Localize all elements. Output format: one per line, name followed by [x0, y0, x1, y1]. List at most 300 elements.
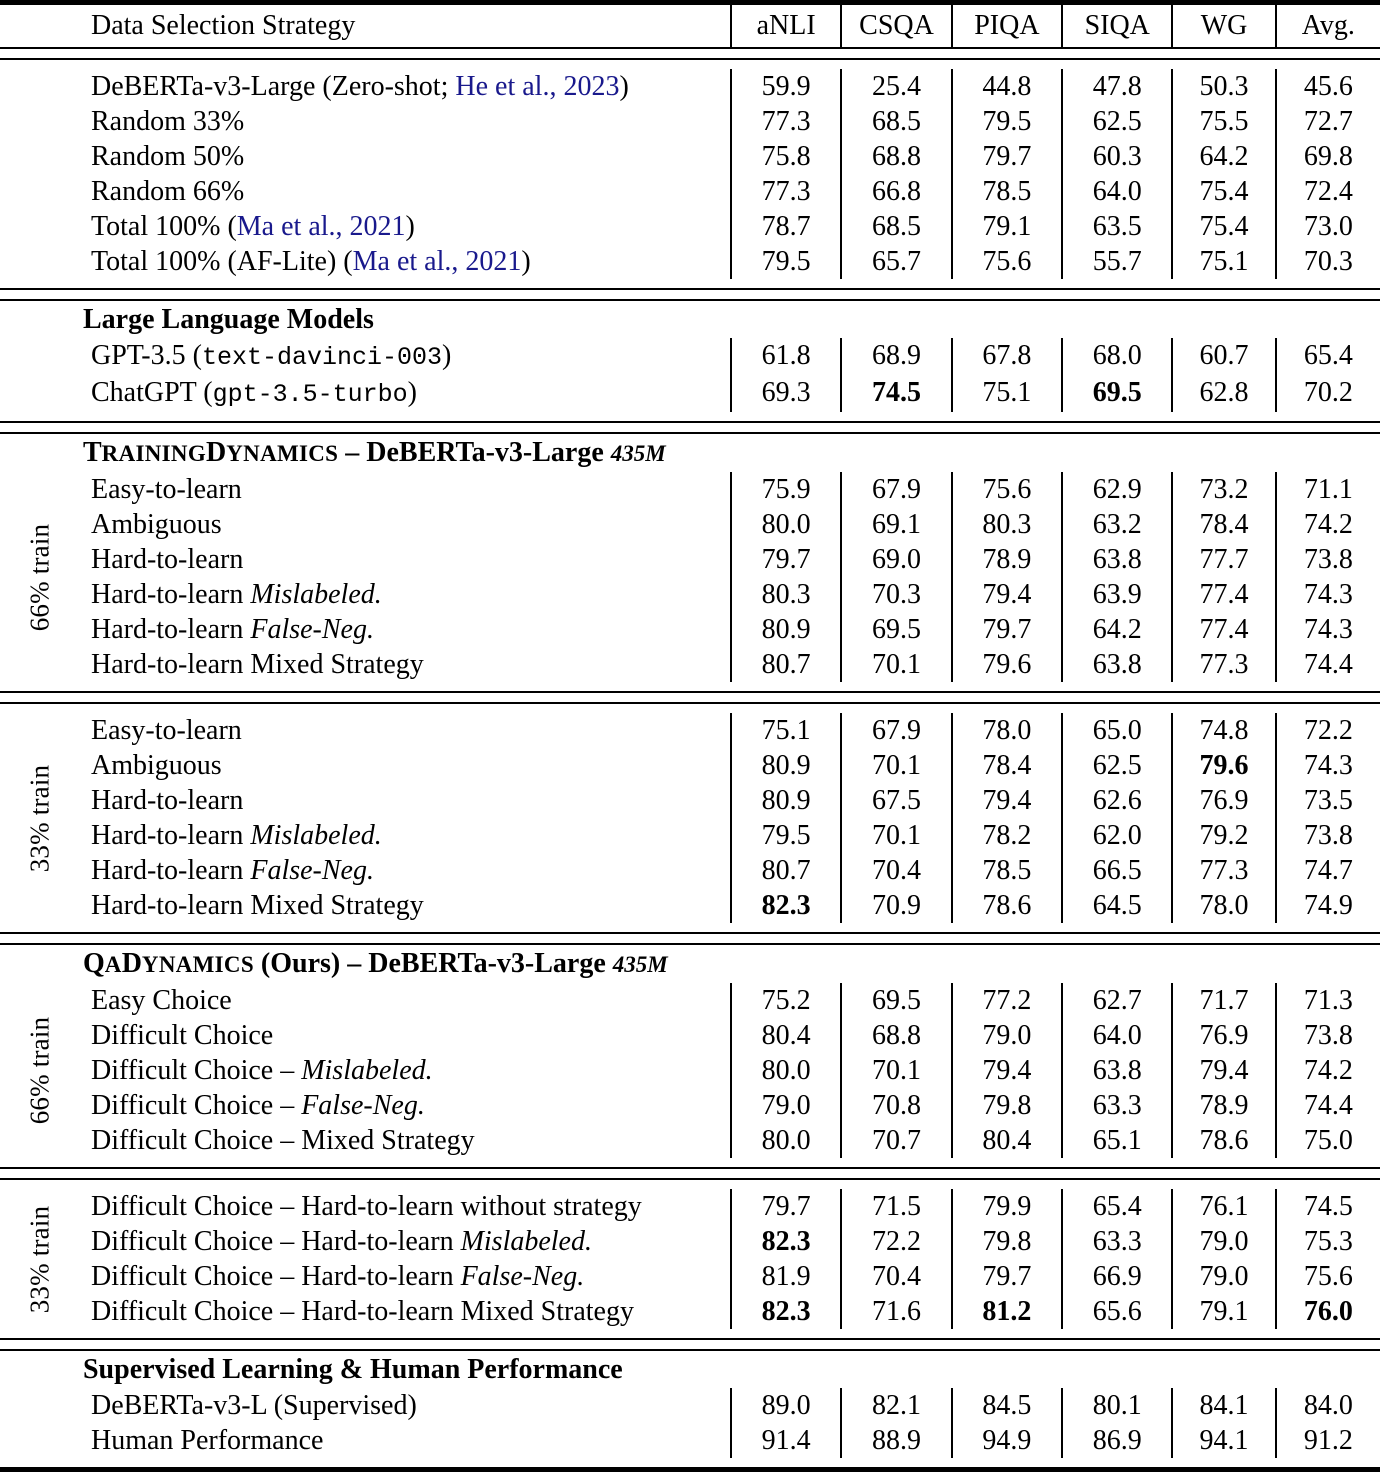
row-group-label-empty: [0, 69, 81, 279]
cell-csqa: 70.8: [841, 1088, 951, 1123]
section-header-row: [0, 944, 1380, 983]
cell-wg: 62.8: [1172, 375, 1275, 412]
cell-wg: 71.7: [1172, 983, 1275, 1018]
row-label-emphasis: False-Neg.: [250, 614, 374, 645]
cell-csqa: 68.9: [841, 338, 951, 375]
section-divider-double: [0, 692, 1380, 703]
cell-wg: 79.6: [1172, 748, 1275, 783]
cell-piqa: 79.8: [952, 1224, 1062, 1259]
cell-avg: 72.2: [1276, 713, 1380, 748]
cell-anli: 75.2: [731, 983, 841, 1018]
cell-siqa: 47.8: [1062, 69, 1172, 104]
table-row: [0, 612, 1380, 647]
cell-anli: 82.3: [731, 1294, 841, 1329]
row-label-emphasis: Mislabeled.: [460, 1226, 592, 1257]
cell-siqa: 55.7: [1062, 244, 1172, 279]
cell-wg: 75.1: [1172, 244, 1275, 279]
cell-wg: 79.4: [1172, 1053, 1275, 1088]
cell-wg: 79.2: [1172, 818, 1275, 853]
cell-piqa: 79.0: [952, 1018, 1062, 1053]
row-group-label-empty: [0, 1388, 81, 1458]
row-label: Hard-to-learn: [90, 785, 244, 816]
table-header: [0, 5, 1380, 48]
cell-anli: 78.7: [731, 209, 841, 244]
cell-siqa: 80.1: [1062, 1388, 1172, 1423]
cell-wg: 75.5: [1172, 104, 1275, 139]
cell-csqa: 82.1: [841, 1388, 951, 1423]
cell-wg: 79.0: [1172, 1224, 1275, 1259]
cell-avg: 74.3: [1276, 577, 1380, 612]
section-header-qadynamics-66: QADYNAMICS (Ours) – DeBERTa-v3-Large 435M: [82, 948, 668, 979]
row-label: Random 50%: [90, 141, 245, 172]
cell-anli: 80.9: [731, 783, 841, 818]
cell-avg: 84.0: [1276, 1388, 1380, 1423]
cell-avg: 71.3: [1276, 983, 1380, 1018]
cell-piqa: 44.8: [952, 69, 1062, 104]
cell-anli: 79.5: [731, 818, 841, 853]
cell-siqa: 63.8: [1062, 542, 1172, 577]
row-label: Difficult Choice – Mislabeled.: [90, 1055, 433, 1086]
cell-csqa: 69.1: [841, 507, 951, 542]
cell-avg: 91.2: [1276, 1423, 1380, 1458]
table-row: [0, 888, 1380, 923]
row-spacer: [0, 59, 1380, 69]
cell-anli: 79.0: [731, 1088, 841, 1123]
cell-avg: 71.1: [1276, 472, 1380, 507]
section-rot-spacer: [0, 433, 81, 472]
cell-csqa: 69.5: [841, 612, 951, 647]
row-group-label-text: 66% train: [24, 1016, 55, 1125]
cell-csqa: 69.5: [841, 983, 951, 1018]
section-header-row: [0, 300, 1380, 338]
cell-csqa: 70.1: [841, 748, 951, 783]
cell-avg: 75.3: [1276, 1224, 1380, 1259]
cell-wg: 77.4: [1172, 577, 1275, 612]
table-row: [0, 577, 1380, 612]
cell-avg: 65.4: [1276, 338, 1380, 375]
row-label: Difficult Choice: [90, 1020, 274, 1051]
table-row: [0, 1053, 1380, 1088]
cell-anli: 80.0: [731, 1123, 841, 1158]
row-spacer: [0, 1179, 1380, 1189]
cell-piqa: 78.0: [952, 713, 1062, 748]
row-label: Hard-to-learn Mixed Strategy: [90, 649, 424, 680]
cell-avg: 74.9: [1276, 888, 1380, 923]
cell-avg: 74.3: [1276, 748, 1380, 783]
row-label-emphasis: False-Neg.: [301, 1090, 425, 1121]
cell-csqa: 25.4: [841, 69, 951, 104]
citation-link[interactable]: Ma et al., 2021: [352, 246, 522, 277]
cell-wg: 84.1: [1172, 1388, 1275, 1423]
cell-siqa: 63.8: [1062, 1053, 1172, 1088]
row-label: Random 33%: [90, 106, 245, 137]
row-label: Ambiguous: [90, 509, 222, 540]
cell-anli: 79.7: [731, 1189, 841, 1224]
cell-avg: 74.4: [1276, 647, 1380, 682]
cell-wg: 78.6: [1172, 1123, 1275, 1158]
cell-anli: 80.0: [731, 1053, 841, 1088]
cell-piqa: 67.8: [952, 338, 1062, 375]
results-table: [0, 5, 1380, 1467]
row-group-label-text: 66% train: [24, 523, 55, 631]
table-body: [0, 48, 1380, 1467]
section-header-large-language-models: Large Language Models: [82, 304, 374, 335]
cell-csqa: 66.8: [841, 174, 951, 209]
cell-piqa: 79.4: [952, 577, 1062, 612]
cell-wg: 94.1: [1172, 1423, 1275, 1458]
cell-anli: 80.9: [731, 748, 841, 783]
cell-csqa: 70.1: [841, 1053, 951, 1088]
cell-wg: 77.3: [1172, 853, 1275, 888]
section-divider-double: [0, 422, 1380, 433]
section-header-row: [0, 433, 1380, 472]
cell-wg: 75.4: [1172, 174, 1275, 209]
cell-csqa: 88.9: [841, 1423, 951, 1458]
cell-siqa: 63.2: [1062, 507, 1172, 542]
cell-piqa: 79.5: [952, 104, 1062, 139]
citation-link[interactable]: He et al., 2023: [455, 71, 620, 102]
cell-piqa: 78.4: [952, 748, 1062, 783]
cell-anli: 80.7: [731, 647, 841, 682]
cell-piqa: 78.2: [952, 818, 1062, 853]
cell-csqa: 72.2: [841, 1224, 951, 1259]
table-row: [0, 472, 1380, 507]
cell-piqa: 79.6: [952, 647, 1062, 682]
table-row: [0, 983, 1380, 1018]
cell-piqa: 79.7: [952, 612, 1062, 647]
cell-csqa: 71.6: [841, 1294, 951, 1329]
column-header-csqa: CSQA: [841, 5, 951, 48]
cell-siqa: 86.9: [1062, 1423, 1172, 1458]
cell-piqa: 79.8: [952, 1088, 1062, 1123]
cell-csqa: 68.8: [841, 1018, 951, 1053]
cell-piqa: 77.2: [952, 983, 1062, 1018]
cell-siqa: 63.8: [1062, 647, 1172, 682]
row-spacer: [0, 682, 1380, 692]
column-header-wg: WG: [1172, 5, 1275, 48]
cell-avg: 74.7: [1276, 853, 1380, 888]
cell-piqa: 80.3: [952, 507, 1062, 542]
row-group-label-text: 33% train: [24, 1205, 55, 1313]
cell-siqa: 62.5: [1062, 748, 1172, 783]
row-label: Easy Choice: [90, 985, 232, 1016]
cell-wg: 76.9: [1172, 1018, 1275, 1053]
cell-csqa: 70.9: [841, 888, 951, 923]
cell-siqa: 62.0: [1062, 818, 1172, 853]
table-row: [0, 1189, 1380, 1224]
cell-anli: 91.4: [731, 1423, 841, 1458]
cell-siqa: 62.5: [1062, 104, 1172, 139]
cell-anli: 61.8: [731, 338, 841, 375]
row-label: Difficult Choice – Hard-to-learn Mislabeled.: [90, 1226, 592, 1257]
cell-avg: 75.6: [1276, 1259, 1380, 1294]
table-row: [0, 853, 1380, 888]
cell-csqa: 67.5: [841, 783, 951, 818]
cell-siqa: 68.0: [1062, 338, 1172, 375]
section-rot-spacer: [0, 300, 81, 338]
cell-anli: 89.0: [731, 1388, 841, 1423]
cell-siqa: 65.1: [1062, 1123, 1172, 1158]
cell-csqa: 68.5: [841, 209, 951, 244]
section-header-supervised-human: Supervised Learning & Human Performance: [82, 1354, 623, 1385]
column-header-anli: aNLI: [731, 5, 841, 48]
cell-csqa: 70.1: [841, 647, 951, 682]
citation-link[interactable]: Ma et al., 2021: [236, 211, 406, 242]
table-row: [0, 542, 1380, 577]
row-label: Hard-to-learn Mislabeled.: [90, 820, 382, 851]
cell-anli: 80.7: [731, 853, 841, 888]
cell-avg: 74.3: [1276, 612, 1380, 647]
row-label: Difficult Choice – Hard-to-learn without strategy: [90, 1191, 642, 1222]
cell-avg: 76.0: [1276, 1294, 1380, 1329]
row-spacer: [0, 1158, 1380, 1168]
section-header-training-dynamics-66: TRAININGDYNAMICS – DeBERTa-v3-Large 435M: [82, 437, 666, 468]
row-group-label-text: 33% train: [24, 764, 55, 872]
cell-siqa: 64.0: [1062, 1018, 1172, 1053]
cell-siqa: 62.7: [1062, 983, 1172, 1018]
row-label: Total 100% (AF-Lite) (Ma et al., 2021): [90, 246, 531, 277]
section-divider-double: [0, 1339, 1380, 1350]
cell-anli: 82.3: [731, 1224, 841, 1259]
row-label: Difficult Choice – Mixed Strategy: [90, 1125, 475, 1156]
cell-siqa: 62.9: [1062, 472, 1172, 507]
cell-csqa: 67.9: [841, 713, 951, 748]
row-group-label-rotated: [0, 1189, 81, 1329]
table-row: [0, 783, 1380, 818]
column-header-siqa: SIQA: [1062, 5, 1172, 48]
cell-csqa: 69.0: [841, 542, 951, 577]
cell-wg: 50.3: [1172, 69, 1275, 104]
cell-anli: 77.3: [731, 104, 841, 139]
model-id-code: gpt-3.5-turbo: [212, 380, 408, 409]
cell-siqa: 62.6: [1062, 783, 1172, 818]
table-row: [0, 1423, 1380, 1458]
cell-piqa: 94.9: [952, 1423, 1062, 1458]
cell-piqa: 78.5: [952, 174, 1062, 209]
cell-siqa: 63.3: [1062, 1088, 1172, 1123]
cell-avg: 70.3: [1276, 244, 1380, 279]
row-spacer: [0, 412, 1380, 422]
cell-wg: 77.4: [1172, 612, 1275, 647]
table-row: [0, 1018, 1380, 1053]
cell-piqa: 78.5: [952, 853, 1062, 888]
cell-siqa: 69.5: [1062, 375, 1172, 412]
row-label: Easy-to-learn: [90, 715, 242, 746]
cell-avg: 73.0: [1276, 209, 1380, 244]
cell-csqa: 65.7: [841, 244, 951, 279]
column-header-avg: Avg.: [1276, 5, 1380, 48]
table-bottom-rule: [0, 1467, 1380, 1472]
cell-wg: 76.9: [1172, 783, 1275, 818]
table-row: [0, 174, 1380, 209]
cell-anli: 79.7: [731, 542, 841, 577]
cell-avg: 74.4: [1276, 1088, 1380, 1123]
table-row: [0, 244, 1380, 279]
cell-wg: 77.7: [1172, 542, 1275, 577]
table-row: [0, 104, 1380, 139]
cell-csqa: 70.7: [841, 1123, 951, 1158]
cell-avg: 74.5: [1276, 1189, 1380, 1224]
table-row: [0, 338, 1380, 375]
cell-siqa: 64.0: [1062, 174, 1172, 209]
row-label: DeBERTa-v3-Large (Zero-shot; He et al., 2023): [90, 71, 629, 102]
section-divider-double: [0, 933, 1380, 944]
row-label-emphasis: Mislabeled.: [250, 820, 382, 851]
table-row: [0, 375, 1380, 412]
cell-wg: 77.3: [1172, 647, 1275, 682]
cell-siqa: 63.5: [1062, 209, 1172, 244]
row-label: Hard-to-learn False-Neg.: [90, 614, 374, 645]
table-row: [0, 209, 1380, 244]
section-divider-double: [0, 1168, 1380, 1179]
cell-wg: 74.8: [1172, 713, 1275, 748]
cell-wg: 64.2: [1172, 139, 1275, 174]
cell-siqa: 66.5: [1062, 853, 1172, 888]
cell-csqa: 74.5: [841, 375, 951, 412]
cell-siqa: 65.6: [1062, 1294, 1172, 1329]
cell-anli: 82.3: [731, 888, 841, 923]
table-row: [0, 1088, 1380, 1123]
cell-avg: 73.8: [1276, 1018, 1380, 1053]
cell-csqa: 70.1: [841, 818, 951, 853]
cell-piqa: 75.6: [952, 244, 1062, 279]
cell-wg: 78.9: [1172, 1088, 1275, 1123]
cell-avg: 75.0: [1276, 1123, 1380, 1158]
row-label: Random 66%: [90, 176, 245, 207]
row-label: Hard-to-learn Mixed Strategy: [90, 890, 424, 921]
cell-wg: 60.7: [1172, 338, 1275, 375]
cell-csqa: 67.9: [841, 472, 951, 507]
section-rot-spacer: [0, 1350, 81, 1388]
cell-avg: 73.8: [1276, 542, 1380, 577]
cell-csqa: 70.4: [841, 1259, 951, 1294]
row-spacer: [0, 279, 1380, 289]
cell-siqa: 66.9: [1062, 1259, 1172, 1294]
table-row: [0, 818, 1380, 853]
cell-siqa: 63.3: [1062, 1224, 1172, 1259]
cell-anli: 80.3: [731, 577, 841, 612]
cell-anli: 75.8: [731, 139, 841, 174]
cell-piqa: 84.5: [952, 1388, 1062, 1423]
cell-csqa: 71.5: [841, 1189, 951, 1224]
header-rot-spacer: [0, 5, 81, 48]
model-id-code: text-davinci-003: [201, 343, 443, 372]
table-row: [0, 1123, 1380, 1158]
row-label: Difficult Choice – Hard-to-learn False-Neg.: [90, 1261, 585, 1292]
cell-anli: 77.3: [731, 174, 841, 209]
table-row: [0, 1294, 1380, 1329]
table-row: [0, 1224, 1380, 1259]
row-label: ChatGPT (gpt-3.5-turbo): [90, 377, 417, 409]
table-row: [0, 69, 1380, 104]
cell-avg: 73.8: [1276, 818, 1380, 853]
cell-siqa: 64.2: [1062, 612, 1172, 647]
cell-csqa: 70.4: [841, 853, 951, 888]
cell-avg: 69.8: [1276, 139, 1380, 174]
row-label-emphasis: Mislabeled.: [301, 1055, 433, 1086]
row-group-label-rotated: [0, 983, 81, 1158]
row-label: Human Performance: [90, 1425, 324, 1456]
row-label-emphasis: Mislabeled.: [250, 579, 382, 610]
cell-anli: 80.0: [731, 507, 841, 542]
table-row: [0, 139, 1380, 174]
cell-siqa: 64.5: [1062, 888, 1172, 923]
cell-anli: 80.9: [731, 612, 841, 647]
row-group-label-empty: [0, 338, 81, 412]
row-label: Hard-to-learn Mislabeled.: [90, 579, 382, 610]
column-header-piqa: PIQA: [952, 5, 1062, 48]
cell-piqa: 75.6: [952, 472, 1062, 507]
cell-csqa: 68.8: [841, 139, 951, 174]
row-group-label-rotated: [0, 713, 81, 923]
column-header-strategy: Data Selection Strategy: [90, 10, 356, 41]
table-row: [0, 1259, 1380, 1294]
section-rot-spacer: [0, 944, 81, 983]
cell-piqa: 79.7: [952, 1259, 1062, 1294]
cell-avg: 72.7: [1276, 104, 1380, 139]
row-label-emphasis: False-Neg.: [460, 1261, 585, 1292]
cell-anli: 59.9: [731, 69, 841, 104]
table-row: [0, 647, 1380, 682]
cell-siqa: 65.4: [1062, 1189, 1172, 1224]
cell-wg: 73.2: [1172, 472, 1275, 507]
cell-anli: 80.4: [731, 1018, 841, 1053]
cell-wg: 78.0: [1172, 888, 1275, 923]
cell-wg: 79.0: [1172, 1259, 1275, 1294]
cell-avg: 73.5: [1276, 783, 1380, 818]
cell-avg: 72.4: [1276, 174, 1380, 209]
cell-avg: 74.2: [1276, 1053, 1380, 1088]
cell-piqa: 78.6: [952, 888, 1062, 923]
row-spacer: [0, 923, 1380, 933]
header-row: [0, 5, 1380, 48]
row-label-emphasis: False-Neg.: [250, 855, 374, 886]
cell-piqa: 79.9: [952, 1189, 1062, 1224]
cell-siqa: 65.0: [1062, 713, 1172, 748]
cell-csqa: 68.5: [841, 104, 951, 139]
row-label: GPT-3.5 (text-davinci-003): [90, 340, 452, 372]
section-divider-double: [0, 289, 1380, 300]
cell-piqa: 78.9: [952, 542, 1062, 577]
cell-anli: 75.1: [731, 713, 841, 748]
section-divider-double: [0, 48, 1380, 59]
section-header-row: [0, 1350, 1380, 1388]
cell-anli: 81.9: [731, 1259, 841, 1294]
cell-wg: 79.1: [1172, 1294, 1275, 1329]
row-group-label-rotated: [0, 472, 81, 682]
cell-wg: 75.4: [1172, 209, 1275, 244]
cell-piqa: 79.4: [952, 1053, 1062, 1088]
row-label: Difficult Choice – Hard-to-learn Mixed Strategy: [90, 1296, 634, 1327]
cell-siqa: 63.9: [1062, 577, 1172, 612]
cell-anli: 79.5: [731, 244, 841, 279]
row-label: Ambiguous: [90, 750, 222, 781]
cell-piqa: 81.2: [952, 1294, 1062, 1329]
row-label: Total 100% (Ma et al., 2021): [90, 211, 415, 242]
row-label: Hard-to-learn: [90, 544, 244, 575]
cell-wg: 76.1: [1172, 1189, 1275, 1224]
row-label: DeBERTa-v3-L (Supervised): [90, 1390, 417, 1421]
row-spacer: [0, 1458, 1380, 1467]
row-label: Easy-to-learn: [90, 474, 242, 505]
row-spacer: [0, 1329, 1380, 1339]
table-row: [0, 507, 1380, 542]
cell-csqa: 70.3: [841, 577, 951, 612]
cell-siqa: 60.3: [1062, 139, 1172, 174]
table-row: [0, 713, 1380, 748]
table-row: [0, 748, 1380, 783]
cell-piqa: 80.4: [952, 1123, 1062, 1158]
